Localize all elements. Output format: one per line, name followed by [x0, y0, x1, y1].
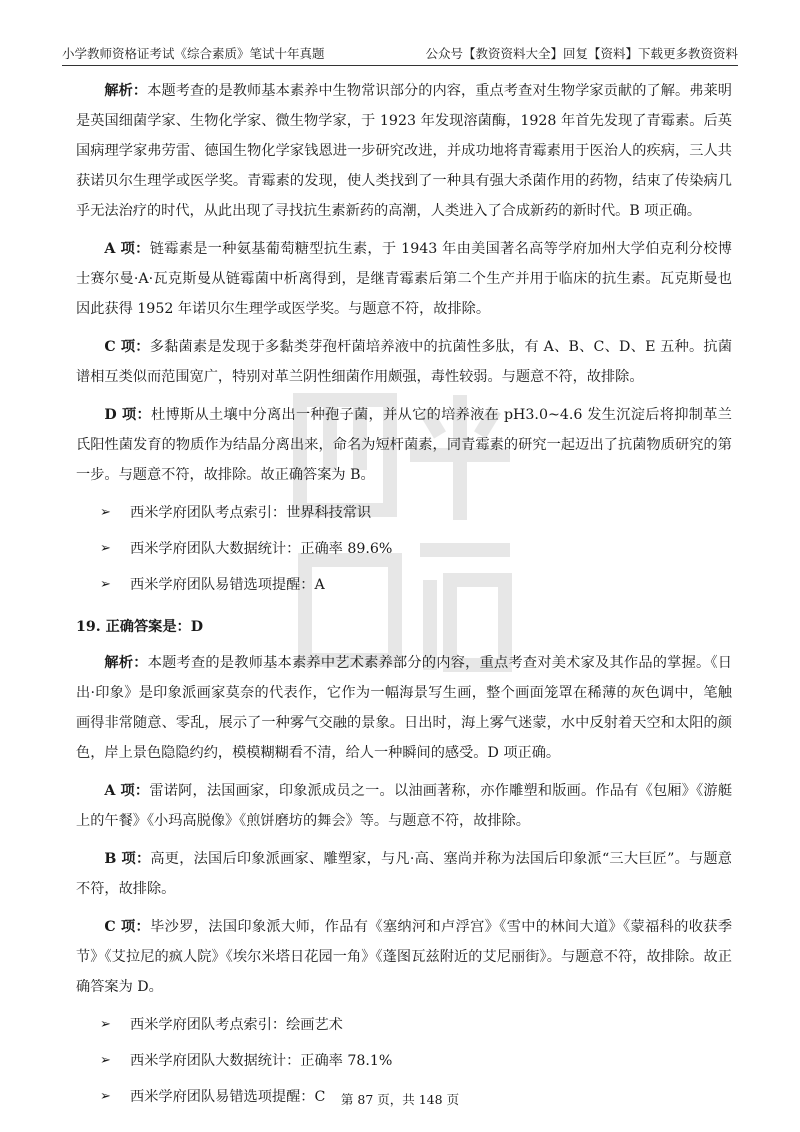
arrow-bullet-icon: ➢ [100, 505, 111, 520]
analysis-lead: 解析： [104, 655, 148, 671]
option-text: 多黏菌素是发现于多黏类芽孢杆菌培养液中的抗菌性多肽，有 A、B、C、D、E 五种。抗菌谱相互类似而范围宽广，特别对革兰阴性细菌作用颇强，毒性较弱。与题意不符，故排除。 [76, 339, 733, 385]
header-title: 小学教师资格证考试《综合素质》笔试十年真题 [62, 46, 325, 61]
option-lead: B 项： [104, 851, 151, 867]
list-item [76, 1046, 732, 1076]
page-number: 第 87 页，共 148 页 [340, 1092, 460, 1107]
option-text: 杜博斯从土壤中分离出一种孢子菌，并从它的培养液在 pH3.0~4.6 发生沉淀后将抑制革兰氏阳性菌发育的物质作为结晶分离出来，命名为短杆菌素，同青霉素的研究一起迈出了抗菌物质研究的第一步。与题意不符，故排除。故正确答案为 B。 [76, 407, 732, 483]
option-text: 雷诺阿，法国画家，印象派成员之一。以油画著称，亦作雕塑和版画。作品有《包厢》《游艇上的午餐》《小玛高脱像》《煎饼磨坊的舞会》等。与题意不符，故排除。 [76, 783, 733, 829]
q18-option-d [76, 400, 732, 490]
list-item [76, 534, 732, 564]
bullet-text: 西米学府团队大数据统计：正确率 78.1% [130, 1053, 393, 1069]
arrow-bullet-icon: ➢ [100, 1017, 111, 1032]
q19-heading: 19. 正确答案是：D [76, 619, 204, 635]
q18-analysis [76, 76, 732, 226]
page-content [76, 76, 732, 1118]
page-header [62, 40, 738, 66]
option-lead: A 项： [104, 783, 150, 799]
q18-option-a [76, 234, 732, 324]
bullet-text: 西米学府团队大数据统计：正确率 89.6% [130, 541, 393, 557]
bullet-text: 西米学府团队考点索引：世界科技常识 [130, 505, 372, 521]
list-item [76, 498, 732, 528]
option-lead: D 项： [104, 407, 151, 423]
bullet-text: 西米学府团队考点索引：绘画艺术 [130, 1017, 343, 1033]
option-lead: C 项： [104, 339, 150, 355]
q18-option-c [76, 332, 732, 392]
option-text: 高更，法国后印象派画家、雕塑家，与凡·高、塞尚并称为法国后印象派“三大巨匠”。与题意不符，故排除。 [76, 851, 732, 897]
arrow-bullet-icon: ➢ [100, 577, 111, 592]
arrow-bullet-icon: ➢ [100, 541, 111, 556]
option-text: 毕沙罗，法国印象派大师，作品有《塞纳河和卢浮宫》《雪中的林间大道》《蒙福科的收获季节》《艾拉尼的疯人院》《埃尔米塔日花园一角》《蓬图瓦兹附近的艾尼丽街》。与题意不符，故排除。故正确答案为 D。 [76, 919, 733, 995]
option-text: 链霉素是一种氨基葡萄糖型抗生素，于 1943 年由美国著名高等学府加州大学伯克利分校博士赛尔曼·A·瓦克斯曼从链霉菌中析离得到，是继青霉素后第二个生产并用于临床的抗生素。瓦克斯曼也因此获得 1952 年诺贝尔生理学或医学奖。与题意不符，故排除。 [76, 241, 732, 317]
q19-option-b [76, 844, 732, 904]
analysis-lead: 解析： [104, 83, 148, 99]
arrow-bullet-icon: ➢ [100, 1053, 111, 1068]
list-item [76, 1010, 732, 1040]
header-promo: 公众号【教资资料大全】回复【资料】下载更多教资资料 [425, 46, 738, 61]
analysis-text: 本题考查的是教师基本素养中生物常识部分的内容，重点考查对生物学家贡献的了解。弗莱明是英国细菌学家、生物化学家、微生物学家，于 1923 年发现溶菌酶，1928 年首先发现了青霉素。后英国病理学家弗劳雷、德国生物化学家钱恩进一步研究改进，并成功地将青霉素用于医治人的疾病，三人共获诺贝尔生理学或医学奖。青霉素的发现，使人类找到了一种具有强大杀菌作用的药物，结束了传染病几乎无法治疗的时代，从此出现了寻找抗生素新药的高潮，人类进入了合成新药的新时代。B 项正确。 [76, 83, 732, 219]
q19-option-c [76, 912, 732, 1002]
q19-option-a [76, 776, 732, 836]
bullet-text: 西米学府团队易错选项提醒：C [130, 1089, 326, 1105]
list-item [76, 570, 732, 600]
bullet-text: 西米学府团队易错选项提醒：A [130, 577, 325, 593]
arrow-bullet-icon: ➢ [100, 1089, 111, 1104]
option-lead: C 项： [104, 919, 151, 935]
analysis-text: 本题考查的是教师基本素养中艺术素养部分的内容，重点考查对美术家及其作品的掌握。《日出·印象》是印象派画家莫奈的代表作，它作为一幅海景写生画，整个画面笼罩在稀薄的灰色调中，笔触画得非常随意、零乱，展示了一种雾气交融的景象。日出时，海上雾气迷蒙，水中反射着天空和太阳的颜色，岸上景色隐隐约约，模模糊糊看不清，给人一种瞬间的感受。D 项正确。 [76, 655, 732, 761]
q19-analysis [76, 648, 732, 768]
option-lead: A 项： [104, 241, 150, 257]
